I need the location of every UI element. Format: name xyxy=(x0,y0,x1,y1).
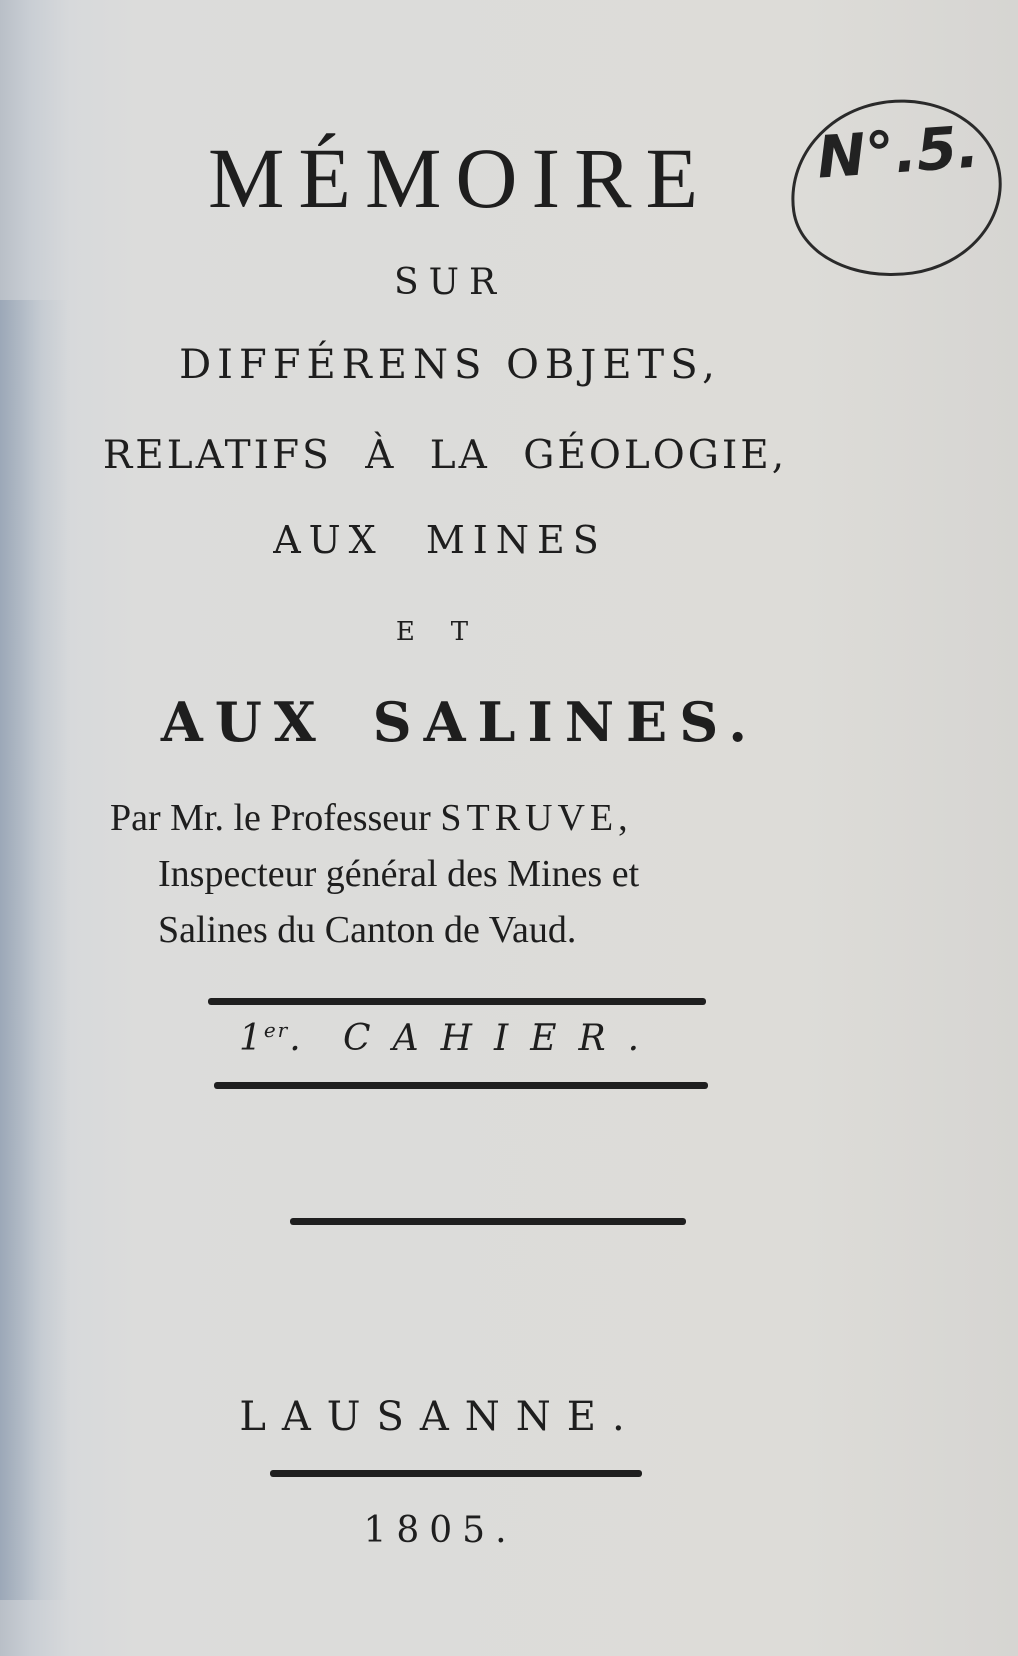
rule-middle xyxy=(290,1218,686,1225)
rule-bottom xyxy=(214,1082,708,1089)
title-line-4: AUX SALINES. xyxy=(160,690,760,754)
author-line-3: Salines du Canton de Vaud. xyxy=(158,909,577,951)
title-line-et: ET xyxy=(395,617,505,647)
imprint-city: LAUSANNE. xyxy=(239,1394,641,1440)
cahier-dot: . xyxy=(289,1018,303,1059)
imprint-year: 1805. xyxy=(363,1510,517,1551)
author-line-2: Inspecteur général des Mines et xyxy=(158,853,640,895)
cahier-ordinal-suffix: er xyxy=(263,1018,290,1042)
rule-top xyxy=(208,998,706,1005)
title-line-sur: SUR xyxy=(393,262,507,303)
title-line-2: RELATIFS À LA GÉOLOGIE, xyxy=(102,433,788,478)
author-block xyxy=(110,790,830,958)
title-line-3: AUX MINES xyxy=(273,518,607,562)
title-line-1: DIFFÉRENS OBJETS, xyxy=(179,342,721,388)
rule-imprint xyxy=(270,1470,642,1477)
cahier-label xyxy=(0,1018,900,1059)
library-stamp-number: N°.5. xyxy=(814,112,982,192)
book-title: MÉMOIRE xyxy=(207,130,713,226)
author-name: STRUVE, xyxy=(440,797,633,839)
author-line-1 xyxy=(110,790,830,846)
cahier-ordinal: 1 xyxy=(238,1018,264,1059)
author-prefix: Par Mr. le Professeur xyxy=(110,797,431,839)
cahier-word: CAHIER. xyxy=(343,1018,662,1059)
